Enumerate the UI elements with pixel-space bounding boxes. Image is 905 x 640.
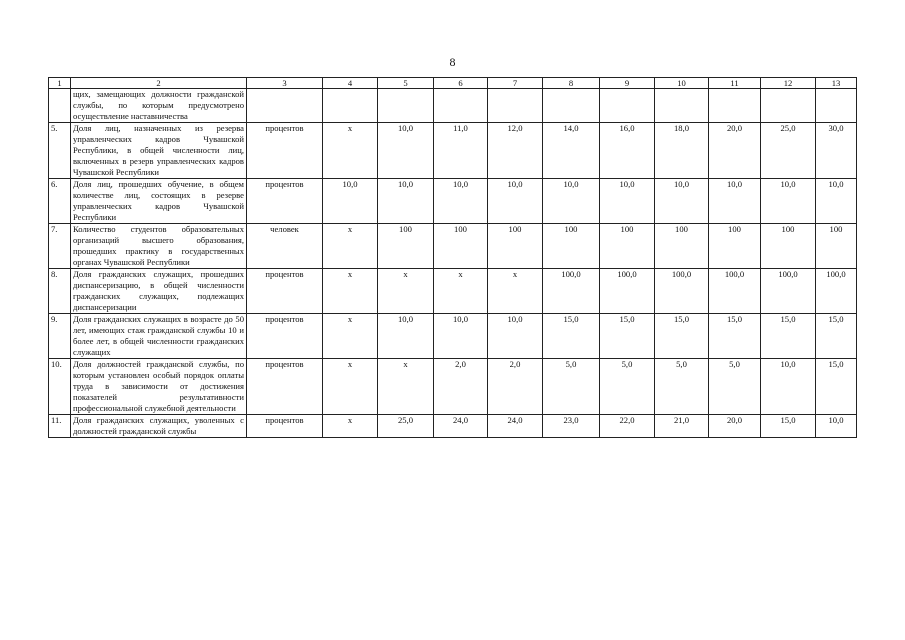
table-row [49, 123, 857, 179]
indicator-value: 14,0 [543, 123, 600, 179]
indicator-value [434, 89, 488, 123]
indicator-value: х [323, 224, 378, 269]
indicator-value: 5,0 [543, 359, 600, 415]
indicator-value: 2,0 [434, 359, 488, 415]
indicator-value: 10,0 [323, 179, 378, 224]
indicator-name: Количество студентов образовательных организаций высшего образования, прошедших практику в государственных органах Чувашской Республики [71, 224, 247, 269]
table-row [49, 415, 857, 438]
indicator-value: 100,0 [816, 269, 857, 314]
indicator-value: х [378, 269, 434, 314]
indicator-value [709, 89, 761, 123]
indicator-value: 100,0 [600, 269, 655, 314]
indicator-value [761, 89, 816, 123]
indicator-value: 15,0 [543, 314, 600, 359]
indicator-value: 15,0 [600, 314, 655, 359]
indicator-value: 10,0 [543, 179, 600, 224]
indicator-name: Доля должностей гражданской службы, по которым установлен особый порядок оплаты труда в зависимости от достижения показателей результативности профессиональной служебной деятельности [71, 359, 247, 415]
indicator-value: 10,0 [761, 179, 816, 224]
indicator-value: 10,0 [709, 179, 761, 224]
unit-of-measure: процентов [247, 359, 323, 415]
column-header: 12 [761, 78, 816, 89]
indicator-value: х [488, 269, 543, 314]
indicator-value: 24,0 [434, 415, 488, 438]
indicator-value [655, 89, 709, 123]
indicator-value: 100 [655, 224, 709, 269]
row-number [49, 89, 71, 123]
indicator-value: 25,0 [761, 123, 816, 179]
indicator-value: х [434, 269, 488, 314]
indicator-name: Доля гражданских служащих в возрасте до 50 лет, имеющих стаж гражданской службы 10 и более лет, в общей численности гражданских служащих [71, 314, 247, 359]
indicator-value [323, 89, 378, 123]
indicator-value: х [378, 359, 434, 415]
unit-of-measure: процентов [247, 179, 323, 224]
indicator-value: 10,0 [761, 359, 816, 415]
indicator-name: Доля лиц, прошедших обучение, в общем количестве лиц, состоящих в резерве управленческих кадров Чувашской Республики [71, 179, 247, 224]
indicator-value [600, 89, 655, 123]
page-number: 8 [449, 55, 456, 69]
indicator-value: 10,0 [816, 415, 857, 438]
row-number: 9. [49, 314, 71, 359]
indicator-value [816, 89, 857, 123]
indicator-value: 100,0 [543, 269, 600, 314]
indicator-value: 10,0 [378, 314, 434, 359]
table-body [49, 89, 857, 438]
unit-of-measure: процентов [247, 123, 323, 179]
table-row [49, 314, 857, 359]
indicator-value: 100,0 [655, 269, 709, 314]
indicator-value [488, 89, 543, 123]
indicator-name: Доля гражданских служащих, уволенных с должностей гражданской службы [71, 415, 247, 438]
indicator-value: 30,0 [816, 123, 857, 179]
indicator-value: 11,0 [434, 123, 488, 179]
indicator-value: 10,0 [600, 179, 655, 224]
indicator-value: 24,0 [488, 415, 543, 438]
column-header: 1 [49, 78, 71, 89]
column-header: 3 [247, 78, 323, 89]
indicator-value: х [323, 415, 378, 438]
indicator-value [378, 89, 434, 123]
indicator-value: 10,0 [488, 314, 543, 359]
indicator-value: 15,0 [761, 415, 816, 438]
table-row [49, 269, 857, 314]
row-number: 5. [49, 123, 71, 179]
indicator-value: 15,0 [816, 359, 857, 415]
indicator-name: Доля лиц, назначенных из резерва управленческих кадров Чувашской Республики, в общей численности лиц, включенных в резерв управленческих кадров Чувашской Республики [71, 123, 247, 179]
indicator-value: 15,0 [709, 314, 761, 359]
header-row [49, 78, 857, 89]
column-header: 9 [600, 78, 655, 89]
indicator-value: 23,0 [543, 415, 600, 438]
indicator-value: 5,0 [709, 359, 761, 415]
column-header: 6 [434, 78, 488, 89]
indicator-value [543, 89, 600, 123]
unit-of-measure: процентов [247, 314, 323, 359]
row-number: 8. [49, 269, 71, 314]
indicator-value: 100 [543, 224, 600, 269]
table-row [49, 89, 857, 123]
indicator-value: х [323, 123, 378, 179]
indicator-value: 10,0 [434, 179, 488, 224]
indicator-value: 20,0 [709, 123, 761, 179]
indicator-name: Доля гражданских служащих, прошедших диспансеризацию, в общей численности гражданских служащих, подлежащих диспансеризации [71, 269, 247, 314]
indicator-value: 100 [709, 224, 761, 269]
indicator-value: 100,0 [761, 269, 816, 314]
indicator-value: 100,0 [709, 269, 761, 314]
indicator-value: 10,0 [488, 179, 543, 224]
indicator-value: 10,0 [816, 179, 857, 224]
indicator-value: 100 [434, 224, 488, 269]
unit-of-measure: процентов [247, 269, 323, 314]
indicator-value: 18,0 [655, 123, 709, 179]
column-header: 2 [71, 78, 247, 89]
row-number: 6. [49, 179, 71, 224]
indicator-value: 100 [488, 224, 543, 269]
row-number: 10. [49, 359, 71, 415]
indicator-name: щих, замещающих должности гражданской службы, по которым предусмотрено осуществление наставничества [71, 89, 247, 123]
unit-of-measure: человек [247, 224, 323, 269]
indicator-value: 21,0 [655, 415, 709, 438]
unit-of-measure [247, 89, 323, 123]
indicator-value: 25,0 [378, 415, 434, 438]
indicator-value: 10,0 [378, 179, 434, 224]
indicator-value: 15,0 [761, 314, 816, 359]
column-header: 7 [488, 78, 543, 89]
unit-of-measure: процентов [247, 415, 323, 438]
indicator-value: 15,0 [816, 314, 857, 359]
indicator-value: 20,0 [709, 415, 761, 438]
table-row [49, 224, 857, 269]
indicator-value: 10,0 [655, 179, 709, 224]
indicator-value: 2,0 [488, 359, 543, 415]
indicator-value: 100 [600, 224, 655, 269]
table-row [49, 359, 857, 415]
row-number: 7. [49, 224, 71, 269]
column-header: 4 [323, 78, 378, 89]
indicators-table [48, 77, 857, 438]
indicator-value: 100 [816, 224, 857, 269]
column-header: 5 [378, 78, 434, 89]
indicator-value: 100 [761, 224, 816, 269]
indicator-value: 12,0 [488, 123, 543, 179]
indicator-value: 16,0 [600, 123, 655, 179]
indicator-value: 5,0 [655, 359, 709, 415]
row-number: 11. [49, 415, 71, 438]
indicator-value: 5,0 [600, 359, 655, 415]
indicator-value: 10,0 [378, 123, 434, 179]
column-header: 8 [543, 78, 600, 89]
indicator-value: 22,0 [600, 415, 655, 438]
column-header: 11 [709, 78, 761, 89]
indicator-value: 100 [378, 224, 434, 269]
indicator-value: х [323, 269, 378, 314]
column-header: 13 [816, 78, 857, 89]
table-row [49, 179, 857, 224]
indicator-value: х [323, 314, 378, 359]
indicator-value: 15,0 [655, 314, 709, 359]
column-header: 10 [655, 78, 709, 89]
indicator-value: 10,0 [434, 314, 488, 359]
indicator-value: х [323, 359, 378, 415]
